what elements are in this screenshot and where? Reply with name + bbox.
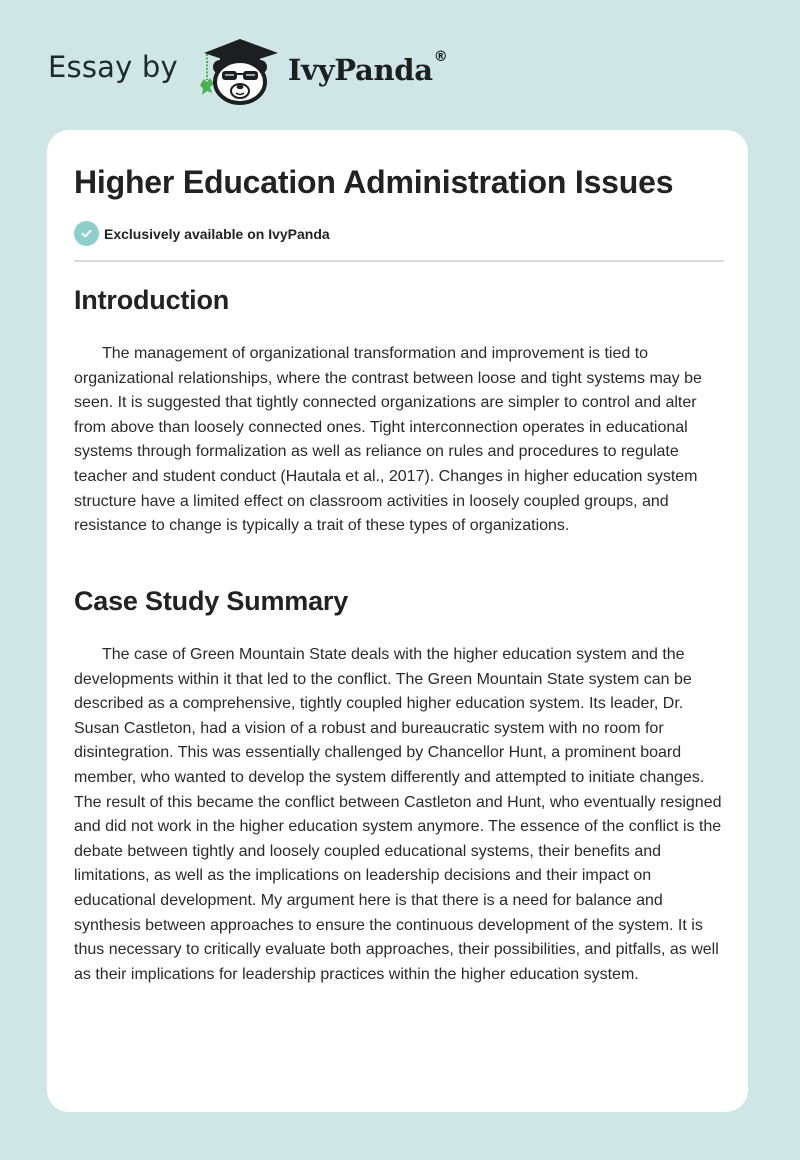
exclusive-label: Exclusively available on IvyPanda bbox=[104, 225, 330, 242]
site-header bbox=[48, 34, 447, 104]
check-circle-icon bbox=[74, 221, 99, 246]
essay-card bbox=[47, 130, 748, 1112]
exclusive-badge bbox=[74, 221, 330, 246]
brand-name[interactable] bbox=[287, 49, 448, 87]
section-case-study-summary bbox=[74, 586, 724, 987]
section-heading: Case Study Summary bbox=[74, 586, 349, 616]
section-paragraph: The case of Green Mountain State deals with the higher education system and the developments within it that led to the conflict. The Green Mountain State system can be described as a comprehensive, tightly coupled higher education system. Its leader, Dr. Susan Castleton, had a vision of a robust and bureaucratic system with no room for disintegration. This was essentially challenged by Chancellor Hunt, a prominent board member, who wanted to develop the system differently and attempted to initiate changes. The result of this became the conflict between Castleton and Hunt, who eventually resigned and did not work in the higher education system anymore. The essence of the conflict is the debate between tightly and loosely coupled educational systems, their benefits and limitations, as well as the implications on leadership decisions and their impact on educational development. My argument here is that there is a need for balance and synthesis between approaches to ensure the continuous development of the system. It is thus necessary to critically evaluate both approaches, their possibilities, and pitfalls, as well as their implications for leadership practices within the higher education system. bbox=[74, 646, 722, 983]
registered-mark: ® bbox=[433, 49, 448, 65]
title-divider bbox=[74, 260, 724, 262]
panda-graduation-cap-icon[interactable] bbox=[194, 33, 284, 105]
section-introduction bbox=[74, 285, 724, 539]
essay-title: Higher Education Administration Issues bbox=[74, 164, 674, 200]
brand-name-text: IvyPanda bbox=[287, 53, 433, 87]
brand-prefix: Essay by bbox=[48, 50, 178, 84]
section-heading: Introduction bbox=[74, 285, 230, 315]
section-paragraph: The management of organizational transformation and improvement is tied to organizational relationships, where the contrast between loose and tight systems may be seen. It is suggested that tightly connected organizations are simpler to control and alter from above than loosely connected ones. Tight interconnection operates in educational systems through formalization as well as reliance on rules and procedures to regulate teacher and student conduct (Hautala et al., 2017). Changes in higher education system structure have a limited effect on classroom activities in loosely coupled groups, and resistance to change is typically a trait of these types of organizations. bbox=[74, 345, 702, 535]
